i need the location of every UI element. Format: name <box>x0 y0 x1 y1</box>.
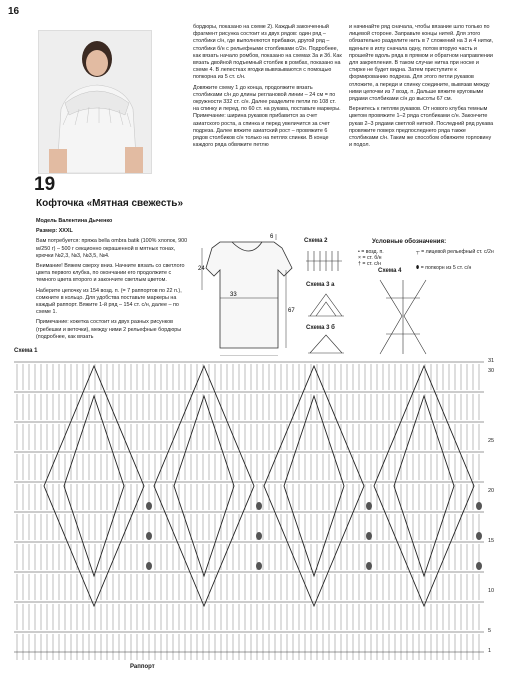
legend-item-popcorn: ⬮ = попкорн из 5 ст. с/н <box>416 265 472 271</box>
text-column-1 <box>36 218 188 344</box>
project-number: 19 <box>34 174 56 195</box>
schema-1-chart <box>14 356 508 662</box>
row-number: 31 <box>488 358 495 364</box>
text-column-2 <box>193 24 343 152</box>
schema-3b-label: Схема 3 б <box>306 325 335 331</box>
row-number: 5 <box>488 628 492 634</box>
schema-3a <box>306 290 346 320</box>
chain-stitch-icon: • <box>358 249 360 255</box>
row-number: 10 <box>488 588 495 594</box>
popcorn-mark <box>146 562 152 570</box>
legend-title: Условные обозначения: <box>372 238 447 245</box>
paragraph: Наберите цепочку из 154 возд. п. (= 7 раппортов по 22 п.), сомкните в кольцо. Для удобства поставьте маркеры на каждый раппорт. Вяжите 1-й ряд – 154 ст. с/н, далее – по схеме 1. <box>36 287 182 316</box>
paragraph: Вернитесь к петлям рукавов. От нового клубка темным цветом провяжите 1–2 ряда столбиками с/н. Закончите рукав 2–3 рядами светлой ниткой. Последний ряд рукава провяжите поверх предпоследнего ряда также столбиками с/н. Таким же способом обвяжите горловину и подол. <box>349 106 494 149</box>
single-crochet-icon: × <box>358 255 362 261</box>
garment-schematic <box>198 230 304 372</box>
schema-2 <box>304 247 344 275</box>
dim-mid: 33 <box>230 292 237 298</box>
page-number: 16 <box>8 6 20 17</box>
popcorn-mark <box>146 502 152 510</box>
row-number: 30 <box>488 368 495 374</box>
schema-4-label: Схема 4 <box>378 268 402 274</box>
legend-item-dc: † = ст. с/н <box>358 261 381 267</box>
popcorn-mark <box>366 502 372 510</box>
paragraph: Довяжите схему 1 до конца, продолжите вязать столбиками с/н до длины реглановой линии – 24 см = по окружности 332 ст. с/н. Далее разделите петли по 108 ст. на спинку и перед, по 60 ст. на рукава, поставьте маркеры. Примечание: ширина рукавов прибавится за счет азиатского роста, а спинка и перед увеличится за счет подреза. Далее вяжите азиатский рост – провяжите 6 рядов столбиков с/н только на петлях спинки. В конце каждого ряда обвяжите петлю <box>193 84 341 149</box>
popcorn-mark <box>256 562 262 570</box>
dim-right: 67 <box>288 308 295 314</box>
model-line: Модель Валентина Дыченко <box>36 218 113 224</box>
relief-stitch-icon: ┬ <box>416 249 420 255</box>
paragraph: Вам потребуется: пряжа bella ombra batik (100% хлопок, 900 м/250 г) – 500 г секционно окрашенной в мятных тонах, крючки №2,3, №3, №3,5, №4. <box>36 238 188 259</box>
popcorn-mark <box>256 502 262 510</box>
row-number: 15 <box>488 538 495 544</box>
schema-1-label: Схема 1 <box>14 348 38 354</box>
row-number: 20 <box>488 488 495 494</box>
model-photo <box>38 30 152 174</box>
dim-left: 24 <box>198 266 205 272</box>
schema-4 <box>372 276 434 358</box>
popcorn-mark <box>476 562 482 570</box>
popcorn-mark <box>366 562 372 570</box>
paragraph: бордюры, показано на схеме 2). Каждый законченный фрагмент рисунка состоит из двух рядов: один ряд – столбики с/н, где выполняются прибавки, другой ряд – столбики б/н с рельефными столбиками с/2н. Подробнее, как вязать начало ромбов, показано на схемах 3а и 3б. Как вязать двойной подъемный столбик в ромбах, показано на схеме 4. В лепестках ягодки вывязываются с помощью попкорна из 5 ст. с/н. <box>193 24 342 81</box>
paragraph: и начинайте ряд сначала, чтобы вязание шло только по лицевой стороне. Заправьте концы нитей. Для этого обязательно разделите нить в 7 сложений на 3 и 4 нитки, вденьте в иглу сначала одну, потом вторую часть и прошейте вдоль ряда в прямом и обратном направлении для закрепления. В таком случае нитка при носке и стирке не будет видна. Затем приступите к формированию подреза. Для этого петли рукавов отложите, а переди и спинку соедините, вывязав между ними цепочки из 7 возд. п. Дальше вяжите круговыми рядами столбиками с/н до высоты 67 см. <box>349 24 494 103</box>
legend-item-sc: × = ст. б/н <box>358 255 382 261</box>
legend-item-relief: ┬ = лицевой рельефный ст. с/2н <box>416 249 494 255</box>
double-crochet-icon: † <box>358 261 361 267</box>
text-column-3 <box>349 24 495 152</box>
paragraph: Примечание: кокетка состоит из двух разных рисунков (гребешки и веточки), между ними 2 рельефные бордюры (подробнее, как вязать <box>36 319 182 340</box>
woman-photo-illustration <box>39 31 151 173</box>
popcorn-mark <box>366 532 372 540</box>
schema-3b <box>306 333 346 355</box>
rapport-label: Раппорт <box>130 664 155 670</box>
popcorn-stitch-icon: ⬮ <box>416 265 420 271</box>
legend-item-chain: • = возд. п. <box>358 249 384 255</box>
popcorn-mark <box>476 532 482 540</box>
page-title: Кофточка «Мятная свежесть» <box>36 198 184 209</box>
paragraph: Внимание! Вяжем сверху вниз. Начните вязать со светлого цвета первого клубка, по окончании его продолжите с темного цвета второго и закончите светлым цветом. <box>36 263 185 284</box>
popcorn-mark <box>256 532 262 540</box>
dim-top: 6 <box>270 234 274 240</box>
size-line: Размер: XXXL <box>36 228 73 235</box>
popcorn-mark <box>146 532 152 540</box>
row-number: 1 <box>488 648 492 654</box>
popcorn-mark <box>476 502 482 510</box>
schema-3a-label: Схема 3 а <box>306 282 335 288</box>
row-number: 25 <box>488 438 495 444</box>
schema-2-label: Схема 2 <box>304 238 328 244</box>
